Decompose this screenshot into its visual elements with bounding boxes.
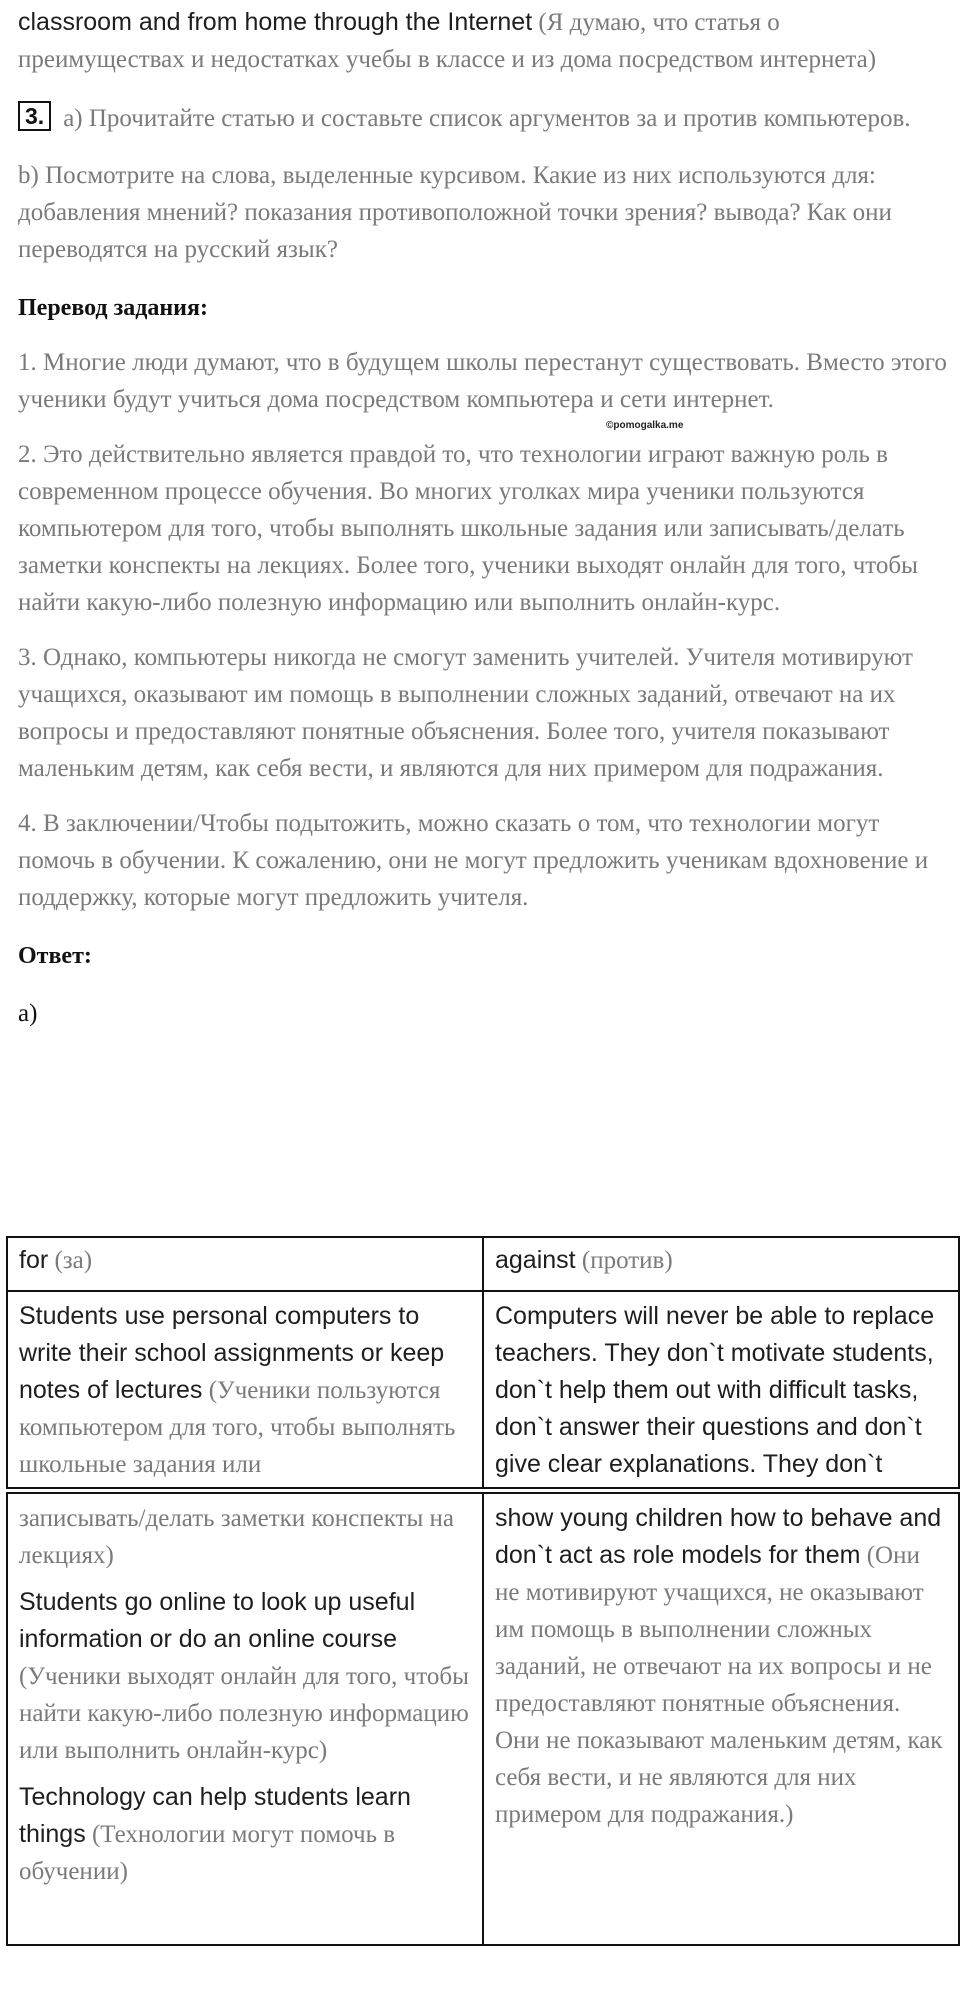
answer-heading: Ответ: <box>18 943 92 969</box>
translation-paragraph-3 <box>18 639 948 787</box>
header-against-russian: (против) <box>575 1247 673 1274</box>
translation-paragraph-4 <box>18 805 948 916</box>
intro-russian: (Я думаю, что статья о преимуществах и недостатках учебы в классе и из дома посредством интернета) <box>18 9 877 73</box>
header-for-cell <box>7 1237 483 1291</box>
header-against-cell <box>483 1237 959 1291</box>
task3-a-text: a) Прочитайте статью и составьте список аргументов за и против компьютеров. <box>63 105 911 132</box>
for-cell-2 <box>7 1493 483 1945</box>
task3-b-text: b) Посмотрите на слова, выделенные курсивом. Какие из них используются для: добавления мнений? показания противоположной точки зрения? вывода? Как они переводятся на русский язык? <box>18 162 892 263</box>
paragraph-2-text: 2. Это действительно является правдой то, что технологии играют важную роль в современном процессе обучения. Во многих уголках мира ученики пользуются компьютером для того, чтобы выполнять школьные задания или записывать/делать заметки конспекты на лекциях. Более того, ученики выходят онлайн для того, чтобы найти какую-либо полезную информацию или выполнить онлайн-курс. <box>18 441 918 616</box>
translation-heading: Перевод задания: <box>18 295 208 321</box>
intro-english: classroom and from home through the Internet <box>18 8 533 36</box>
against-cell-2 <box>483 1493 959 1945</box>
for-continuation <box>19 1500 472 1574</box>
for-2-russian: (Ученики выходят онлайн для того, чтобы найти какую-либо полезную информацию или выполнить онлайн-курс) <box>19 1663 469 1764</box>
watermark-label: ©pomogalka.me <box>606 420 684 431</box>
for-1-russian: (Ученики пользуются компьютером для того, чтобы выполнять школьные задания или <box>19 1377 456 1478</box>
against-2-english: show young children how to behave and don`t act as role models for them <box>495 1504 942 1569</box>
header-against-english: against <box>495 1246 576 1274</box>
paragraph-1-text: 1. Многие люди думают, что в будущем школы перестанут существовать. Вместо этого ученики будут учиться дома посредством компьютера и сети интернет. <box>18 349 947 413</box>
intro-text <box>18 4 948 78</box>
for-1-english: Students use personal computers to write their school assignments or keep notes of lectures <box>19 1302 445 1404</box>
table-row <box>7 1493 959 1945</box>
for-1-continuation-russian: записывать/делать заметки конспекты на лекциях) <box>19 1505 454 1569</box>
against-1-english: Computers will never be able to replace teachers. They don`t motivate students, don`t help them out with difficult tasks, don`t answer their questions and don`t give clear explanations. They don`t <box>495 1302 935 1478</box>
table-header-row <box>7 1237 959 1291</box>
answer-part-a: a) <box>18 1000 38 1027</box>
paragraph-4-text: 4. В заключении/Чтобы подытожить, можно сказать о том, что технологии могут помочь в обучении. К сожалению, они не могут предложить ученикам вдохновение и поддержку, которые могут предложить учителя. <box>18 810 929 911</box>
task-number-badge: 3. <box>18 101 51 131</box>
translation-paragraph-2 <box>18 436 948 621</box>
for-3-english: Technology can help students learn things <box>19 1783 411 1848</box>
arguments-table-part-1 <box>6 1236 960 1489</box>
for-cell-1 <box>7 1291 483 1488</box>
for-2-english: Students go online to look up useful information or do an online course <box>19 1588 416 1653</box>
for-argument-3 <box>19 1779 472 1890</box>
arguments-table-part-2 <box>6 1492 960 1946</box>
document-page <box>18 4 948 1885</box>
against-cell-1 <box>483 1291 959 1488</box>
for-3-russian: (Технологии могут помочь в обучении) <box>19 1821 396 1885</box>
translation-paragraph-1 <box>18 344 948 431</box>
paragraph-3-text: 3. Однако, компьютеры никогда не смогут заменить учителей. Учителя мотивируют учащихся, оказывают им помощь в выполнении сложных заданий, отвечают на их вопросы и предоставляют понятные объяснения. Более того, учителя показывают маленьким детям, как себя вести, и являются для них примером для подражания. <box>18 644 913 782</box>
header-for-russian: (за) <box>48 1247 93 1274</box>
header-for-english: for <box>19 1246 49 1274</box>
task3-b <box>18 157 948 268</box>
task3-a <box>18 100 948 137</box>
for-argument-2 <box>19 1584 472 1769</box>
table-row <box>7 1291 959 1488</box>
against-2-russian: (Они не мотивируют учащихся, не оказывают им помощь в выполнении сложных заданий, не отвечают на их вопросы и не предоставляют понятные объяснения. Они не показывают маленьким детям, как себя вести, и не являются для них примером для подражания.) <box>495 1542 943 1828</box>
